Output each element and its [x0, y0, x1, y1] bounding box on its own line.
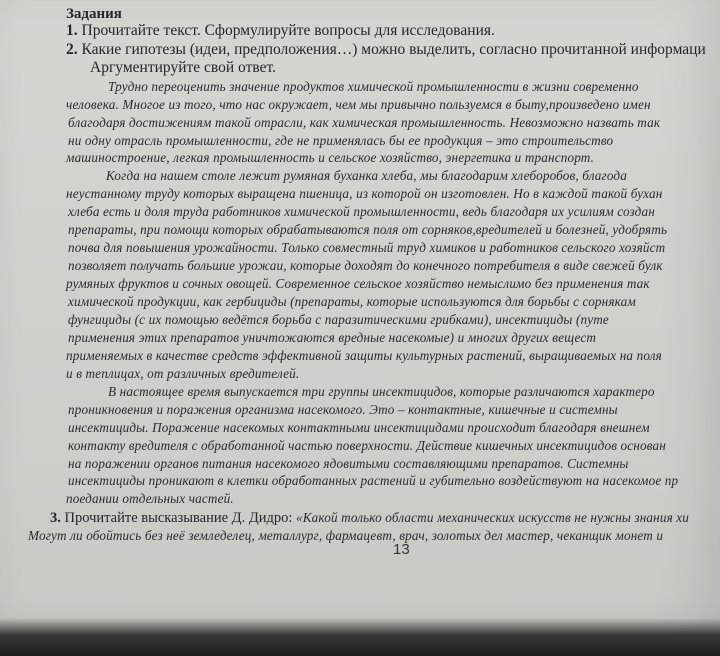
- page-number: 13: [393, 541, 410, 558]
- body-line-11: позволяет получать большие урожаи, которые доходят до конечного потребителя в виде свежей булк: [68, 258, 663, 273]
- page-edge-shadow: [0, 618, 720, 656]
- task-3-quote: «Какой только области механических искусств не нужны знания хи: [296, 510, 690, 525]
- body-line-20: инсектициды. Поражение насекомых контактными инсектицидами происходит благодаря внешнем: [68, 420, 650, 435]
- task-3: [50, 510, 689, 527]
- task-3-quote-continuation: Могут ли обойтись без неё земледелец, металлург, фармацевт, врач, золотых дел мастер, чеканщик монет и: [28, 528, 664, 543]
- body-line-4: ни одну отрасль промышленности, где не применялась бы ее продукция – это строительство: [68, 133, 614, 148]
- body-line-16: применяемых в качестве средств эффективной защиты культурных растений, выращиваемых на поля: [66, 348, 662, 363]
- body-line-9: препараты, при помощи которых обрабатываются поля от сорняков,вредителей и болезней, удобрять: [68, 222, 668, 237]
- task-1: [66, 22, 495, 40]
- body-line-8: хлеба есть и доля труда работников химической промышленности, ведь благодаря их усилиям создан: [68, 204, 655, 219]
- task-2-number-visible: 2.: [66, 41, 78, 58]
- body-line-21: контакту вредителя с обработанной частью поверхности. Действие кишечных инсектицидов основан: [68, 438, 666, 453]
- body-line-13: химической продукции, как гербициды (препараты, которые используются для борьбы с сорнякам: [68, 294, 636, 309]
- task-1-number: 1.: [66, 22, 78, 39]
- body-line-1: Трудно переоценить значение продуктов химической промышленности в жизни современно: [108, 79, 639, 94]
- body-line-22: на поражении органов питания насекомого ядовитыми составляющими препаратов. Системны: [68, 456, 629, 471]
- body-line-12: румяных фруктов и сочных овощей. Современное сельское хозяйство немыслимо без применения так: [66, 276, 650, 291]
- body-line-6: Когда на нашем столе лежит румяная буханка хлеба, мы благодарим хлеборобов, благода: [106, 168, 627, 183]
- body-line-14: фунгициды (с их помощью ведётся борьба с паразитическими грибками), инсектициды (путе: [68, 312, 609, 327]
- task-1-text: Прочитайте текст. Сформулируйте вопросы для исследования.: [81, 22, 495, 39]
- body-line-10: почва для повышения урожайности. Только совместный труд химиков и работников сельского хозяйст: [68, 240, 666, 255]
- body-line-23: инсектициды проникают в клетки обработанных растений и губительно воздействуют на насекомое пр: [68, 473, 679, 488]
- task-2-continuation: Аргументируйте свой ответ.: [90, 59, 276, 76]
- task-2-text: Какие гипотезы (идеи, предположения…) можно выделить, согласно прочитанной информаци: [81, 41, 706, 58]
- task-3-text: Прочитайте высказывание Д. Дидро:: [64, 510, 293, 526]
- body-line-7: неустанному труду которых выращена пшеница, из которой он изготовлен. Но в каждой такой бухан: [66, 186, 663, 201]
- body-line-18: В настоящее время выпускается три группы инсектицидов, которые различаются характеро: [108, 384, 655, 399]
- task-3-number: 3.: [50, 510, 61, 526]
- body-line-3: благодаря достижениям такой отрасли, как химическая промышленность. Невозможно назвать так: [68, 115, 661, 130]
- body-line-24: поедании отдельных частей.: [66, 491, 234, 506]
- section-heading: Задания: [66, 6, 122, 22]
- body-line-2: человека. Многое из того, что нас окружает, чем мы привычно пользуемся в быту,произведено имен: [66, 97, 651, 112]
- body-line-15: применения этих препаратов уничтожаются вредные насекомые) и многих других вещест: [68, 330, 597, 345]
- body-line-19: проникновения и поражения организма насекомого. Это – контактные, кишечные и системны: [68, 402, 618, 417]
- task-2: [66, 41, 706, 59]
- body-line-17: и в теплицах, от различных вредителей.: [66, 366, 300, 381]
- body-line-5: машиностроение, легкая промышленность и сельское хозяйство, энергетика и транспорт.: [66, 150, 595, 165]
